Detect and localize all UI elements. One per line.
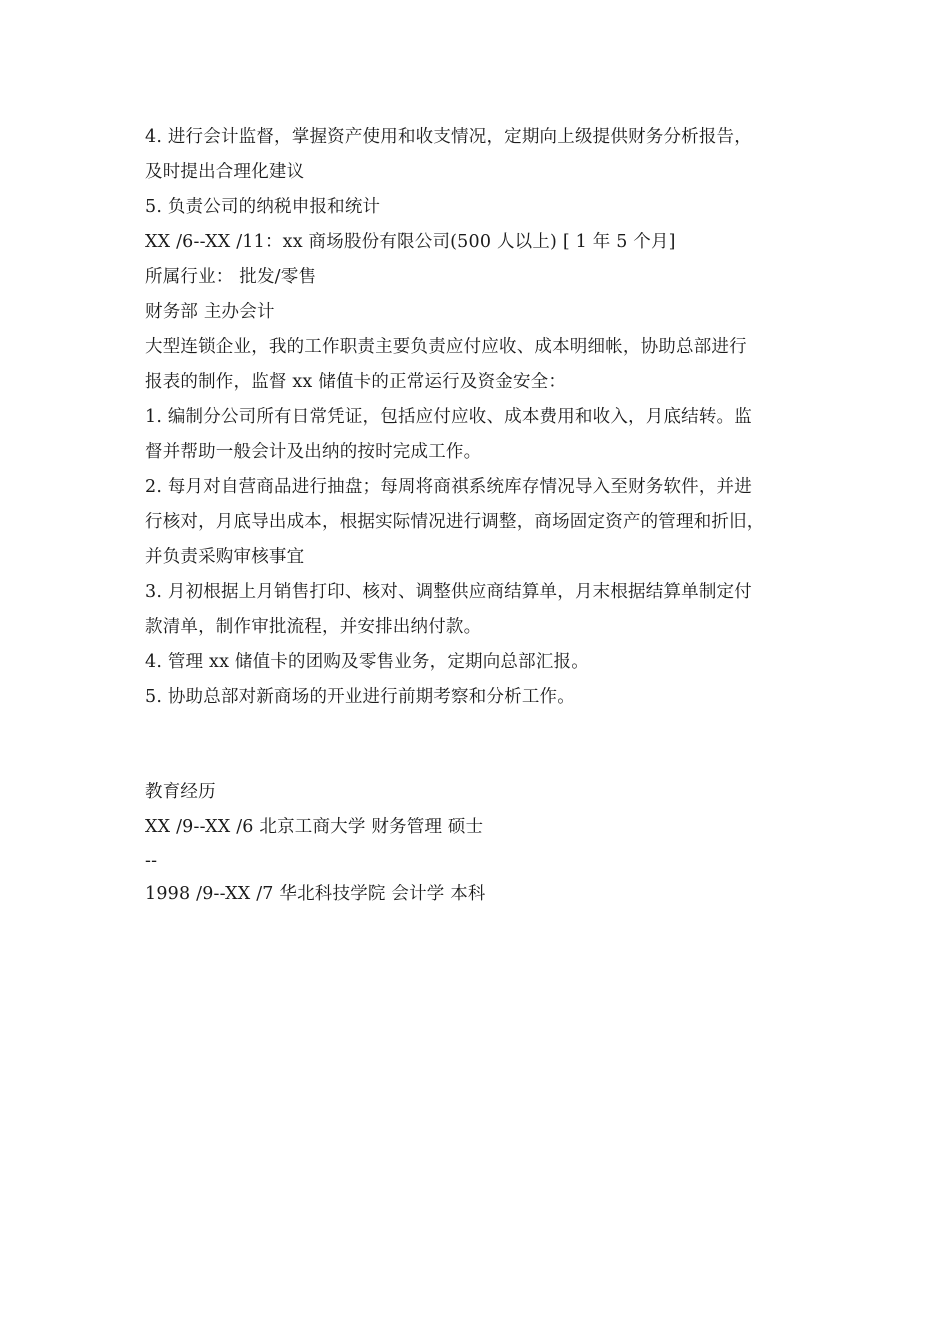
education-entry-graduate: XX /9--XX /6 北京工商大学 财务管理 硕士 — [145, 817, 484, 837]
job-duty-2-line-1: 2. 每月对自营商品进行抽盘；每周将商祺系统库存情况导入至财务软件，并进 — [145, 477, 752, 497]
job-description-line-1: 大型连锁企业，我的工作职责主要负责应付应收、成本明细帐，协助总部进行 — [145, 337, 747, 357]
job-duty-4: 4. 管理 xx 储值卡的团购及零售业务，定期向总部汇报。 — [145, 652, 589, 672]
industry-line: 所属行业： 批发/零售 — [145, 267, 317, 287]
job-description-line-2: 报表的制作，监督 xx 储值卡的正常运行及资金安全： — [145, 372, 567, 392]
job-duty-2-line-2: 行核对，月底导出成本，根据实际情况进行调整，商场固定资产的管理和折旧， — [145, 512, 765, 532]
job-duty-3-line-1: 3. 月初根据上月销售打印、核对、调整供应商结算单，月末根据结算单制定付 — [145, 582, 752, 602]
job-duty-3-line-2: 款清单，制作审批流程，并安排出纳付款。 — [145, 617, 482, 637]
department-position: 财务部 主办会计 — [145, 302, 275, 322]
work-duty-item-4-line-2: 及时提出合理化建议 — [145, 162, 305, 182]
work-duty-item-4-line-1: 4. 进行会计监督，掌握资产使用和收支情况，定期向上级提供财务分析报告， — [145, 127, 752, 147]
education-entry-undergraduate: 1998 /9--XX /7 华北科技学院 会计学 本科 — [145, 884, 486, 904]
job-duty-2-line-3: 并负责采购审核事宜 — [145, 547, 305, 567]
job-period-company: XX /6--XX /11：xx 商场股份有限公司(500 人以上) [ 1 年 5 个月] — [145, 232, 676, 252]
job-duty-5: 5. 协助总部对新商场的开业进行前期考察和分析工作。 — [145, 687, 575, 707]
work-duty-item-5: 5. 负责公司的纳税申报和统计 — [145, 197, 381, 217]
document-body — [145, 120, 810, 912]
education-separator: -- — [145, 851, 158, 871]
education-heading: 教育经历 — [145, 782, 216, 802]
job-duty-1-line-2: 督并帮助一般会计及出纳的按时完成工作。 — [145, 442, 482, 462]
section-spacer — [145, 715, 810, 775]
job-duty-1-line-1: 1. 编制分公司所有日常凭证，包括应付应收、成本费用和收入，月底结转。监 — [145, 407, 752, 427]
